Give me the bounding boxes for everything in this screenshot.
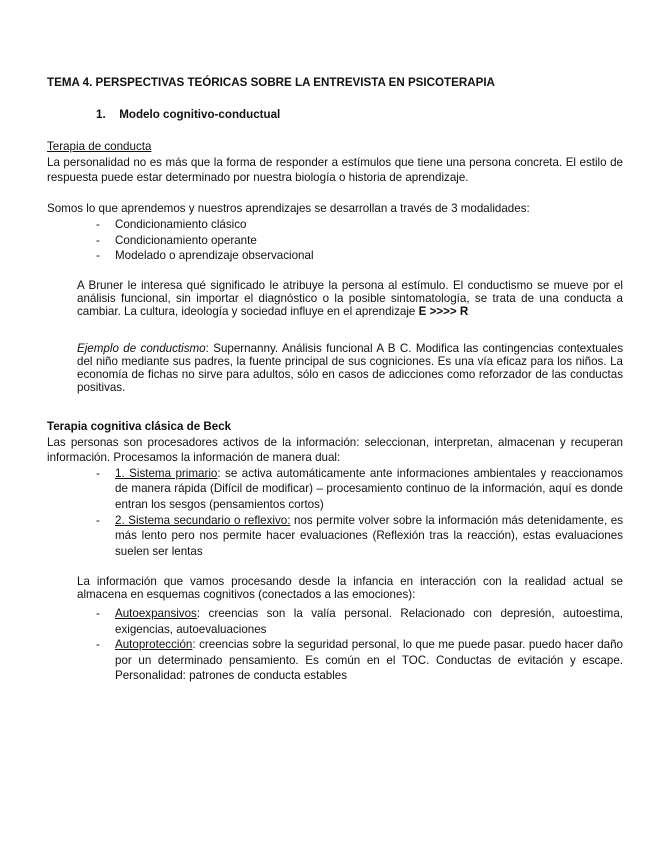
conducta-section [47, 139, 623, 264]
beck-intro: Las personas son procesadores activos de la información: seleccionan, interpretan, almacenan y recuperan información. Procesamos la información de manera dual: [47, 435, 623, 465]
beck-section [47, 419, 623, 559]
list-item: - Condicionamiento operante [47, 233, 623, 249]
modalidades-list [47, 217, 623, 264]
sistema-text: : se activa automáticamente ante informaciones ambientales y reaccionamos de manera rápida (Difícil de modificar) – procesamiento continuo de la información, aquí es donde entran los sesgos (pensamientos cortos) [115, 466, 623, 511]
conducta-paragraph-2: Somos lo que aprendemos y nuestros aprendizajes se desarrollan a través de 3 modalidades: [47, 202, 530, 216]
tipo-label: Autoprotección [115, 638, 193, 652]
beck-heading: Terapia cognitiva clásica de Beck [47, 420, 232, 433]
list-item [47, 637, 623, 684]
tipo-text: : creencias sobre la seguridad personal, lo que me puede pasar. puedo hacer daño por un determinado pensamiento. Es común en el TOC. Conductas de evitación y escape. Personalidad: patrones de conducta estables [115, 638, 623, 683]
conducta-paragraph-1: La personalidad no es más que la forma de responder a estímulos que tiene una persona concreta. El estilo de respuesta puede estar determinado por nuestra biología o historia de aprendizaje. [47, 155, 623, 185]
ejemplo-paragraph [47, 342, 623, 394]
tipo-text: : creencias son la valía personal. Relacionado con depresión, autoestima, exigencias, autoevaluaciones [115, 607, 623, 636]
sistema-label: 1. Sistema primario [115, 466, 218, 480]
bruner-text: A Bruner le interesa qué significado le atribuye la persona al estímulo. El conductismo se mueve por el análisis funcional, sin importar el diagnóstico o la posible sintomatología, se trata de una conducta a cambiar. La cultura, ideología y sociedad influye en el aprendizaje [77, 279, 623, 318]
list-item [47, 606, 623, 637]
section-label: Modelo cognitivo-conductual [119, 108, 281, 121]
document-title: TEMA 4. PERSPECTIVAS TEÓRICAS SOBRE LA ENTREVISTA EN PSICOTERAPIA [47, 76, 495, 89]
section-heading-1 [96, 108, 280, 121]
section-number: 1. [96, 108, 106, 121]
sistema-label: 2. Sistema secundario o reflexivo: [115, 513, 291, 527]
bruner-formula: E >>>> R [418, 305, 469, 318]
ejemplo-label: Ejemplo de conductismo [77, 342, 206, 355]
list-item [47, 513, 623, 560]
list-item: - Modelado o aprendizaje observacional [47, 248, 623, 264]
tipos-list [47, 606, 623, 684]
bruner-paragraph [47, 279, 623, 318]
conducta-heading: Terapia de conducta [47, 140, 152, 153]
list-item: - Condicionamiento clásico [47, 217, 623, 233]
esquemas-section [47, 606, 623, 684]
list-item [47, 466, 623, 513]
tipo-label: Autoexpansivos [115, 607, 197, 620]
sistema-text: nos permite volver sobre la información más detenidamente, es más lento pero nos permite hacer evaluaciones (Reflexión tras la reacción), estas evaluaciones suelen ser lentas [115, 513, 624, 558]
sistemas-list [47, 466, 623, 560]
ejemplo-text: : Supernanny. Análisis funcional A B C. Modifica las contingencias contextuales del niño mediante sus padres, la fuente principal de sus cogniciones. Es una vía eficaz para los niños. La economía de fichas no sirve para adultos, sólo en casos de adicciones como reforzador de las conductas positivas. [77, 342, 623, 394]
esquemas-paragraph: La información que vamos procesando desde la infancia en interacción con la realidad actual se almacena en esquemas cognitivos (conectados a las emociones): [77, 575, 623, 601]
